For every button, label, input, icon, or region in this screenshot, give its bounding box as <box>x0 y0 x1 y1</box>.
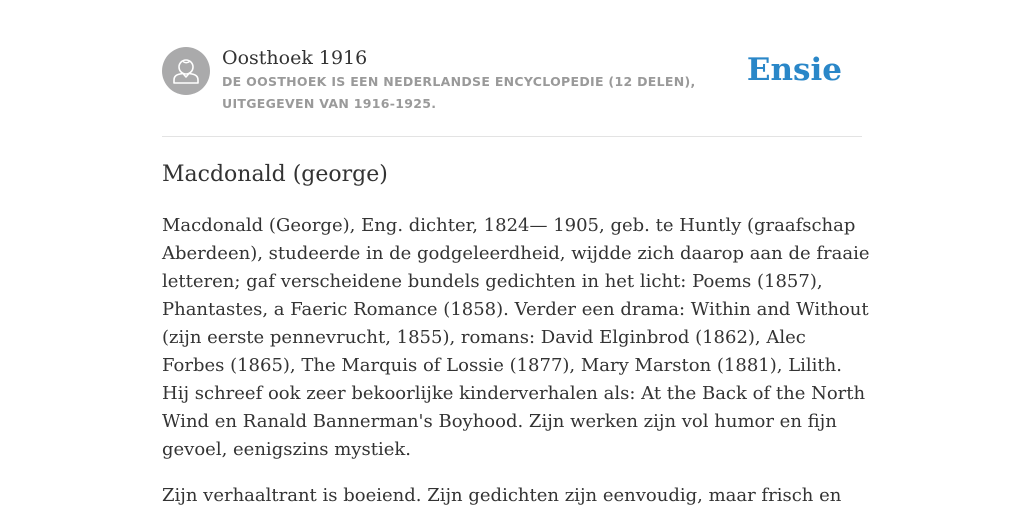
article-title: Macdonald (george) <box>162 162 388 187</box>
article-paragraph: Zijn verhaaltrant is boeiend. Zijn gedichten zijn eenvoudig, maar frisch en <box>162 485 842 506</box>
article-body <box>162 212 872 512</box>
source-description: DE OOSTHOEK IS EEN NEDERLANDSE ENCYCLOPEDIE (12 DELEN), UITGEGEVEN VAN 1916-1925. <box>222 74 696 111</box>
source-title[interactable]: Oosthoek 1916 <box>222 47 368 69</box>
source-header <box>162 46 862 137</box>
article-paragraph: Macdonald (George), Eng. dichter, 1824— 1905, geb. te Huntly (graafschap Aberdeen), studeerde in de godgeleerdheid, wijdde zich daarop aan de fraaie letteren; gaf verscheidene bundels gedichten in het licht: Poems (1857), Phantastes, a Faeric Romance (1858). Verder een drama: Within and Without (zijn eerste pennevrucht, 1855), romans: David Elginbrod (1862), Alec Forbes (1865), The Marquis of Lossie (1877), Mary Marston (1881), Lilith. Hij schreef ook zeer bekoorlijke kinderverhalen als: At the Back of the North Wind en Ranald Bannerman's Boyhood. Zijn werken zijn vol humor en fijn gevoel, eenigszins mystiek. <box>162 215 870 460</box>
ensie-logo-link[interactable]: Ensie <box>746 52 842 88</box>
user-placeholder-icon <box>162 47 210 95</box>
